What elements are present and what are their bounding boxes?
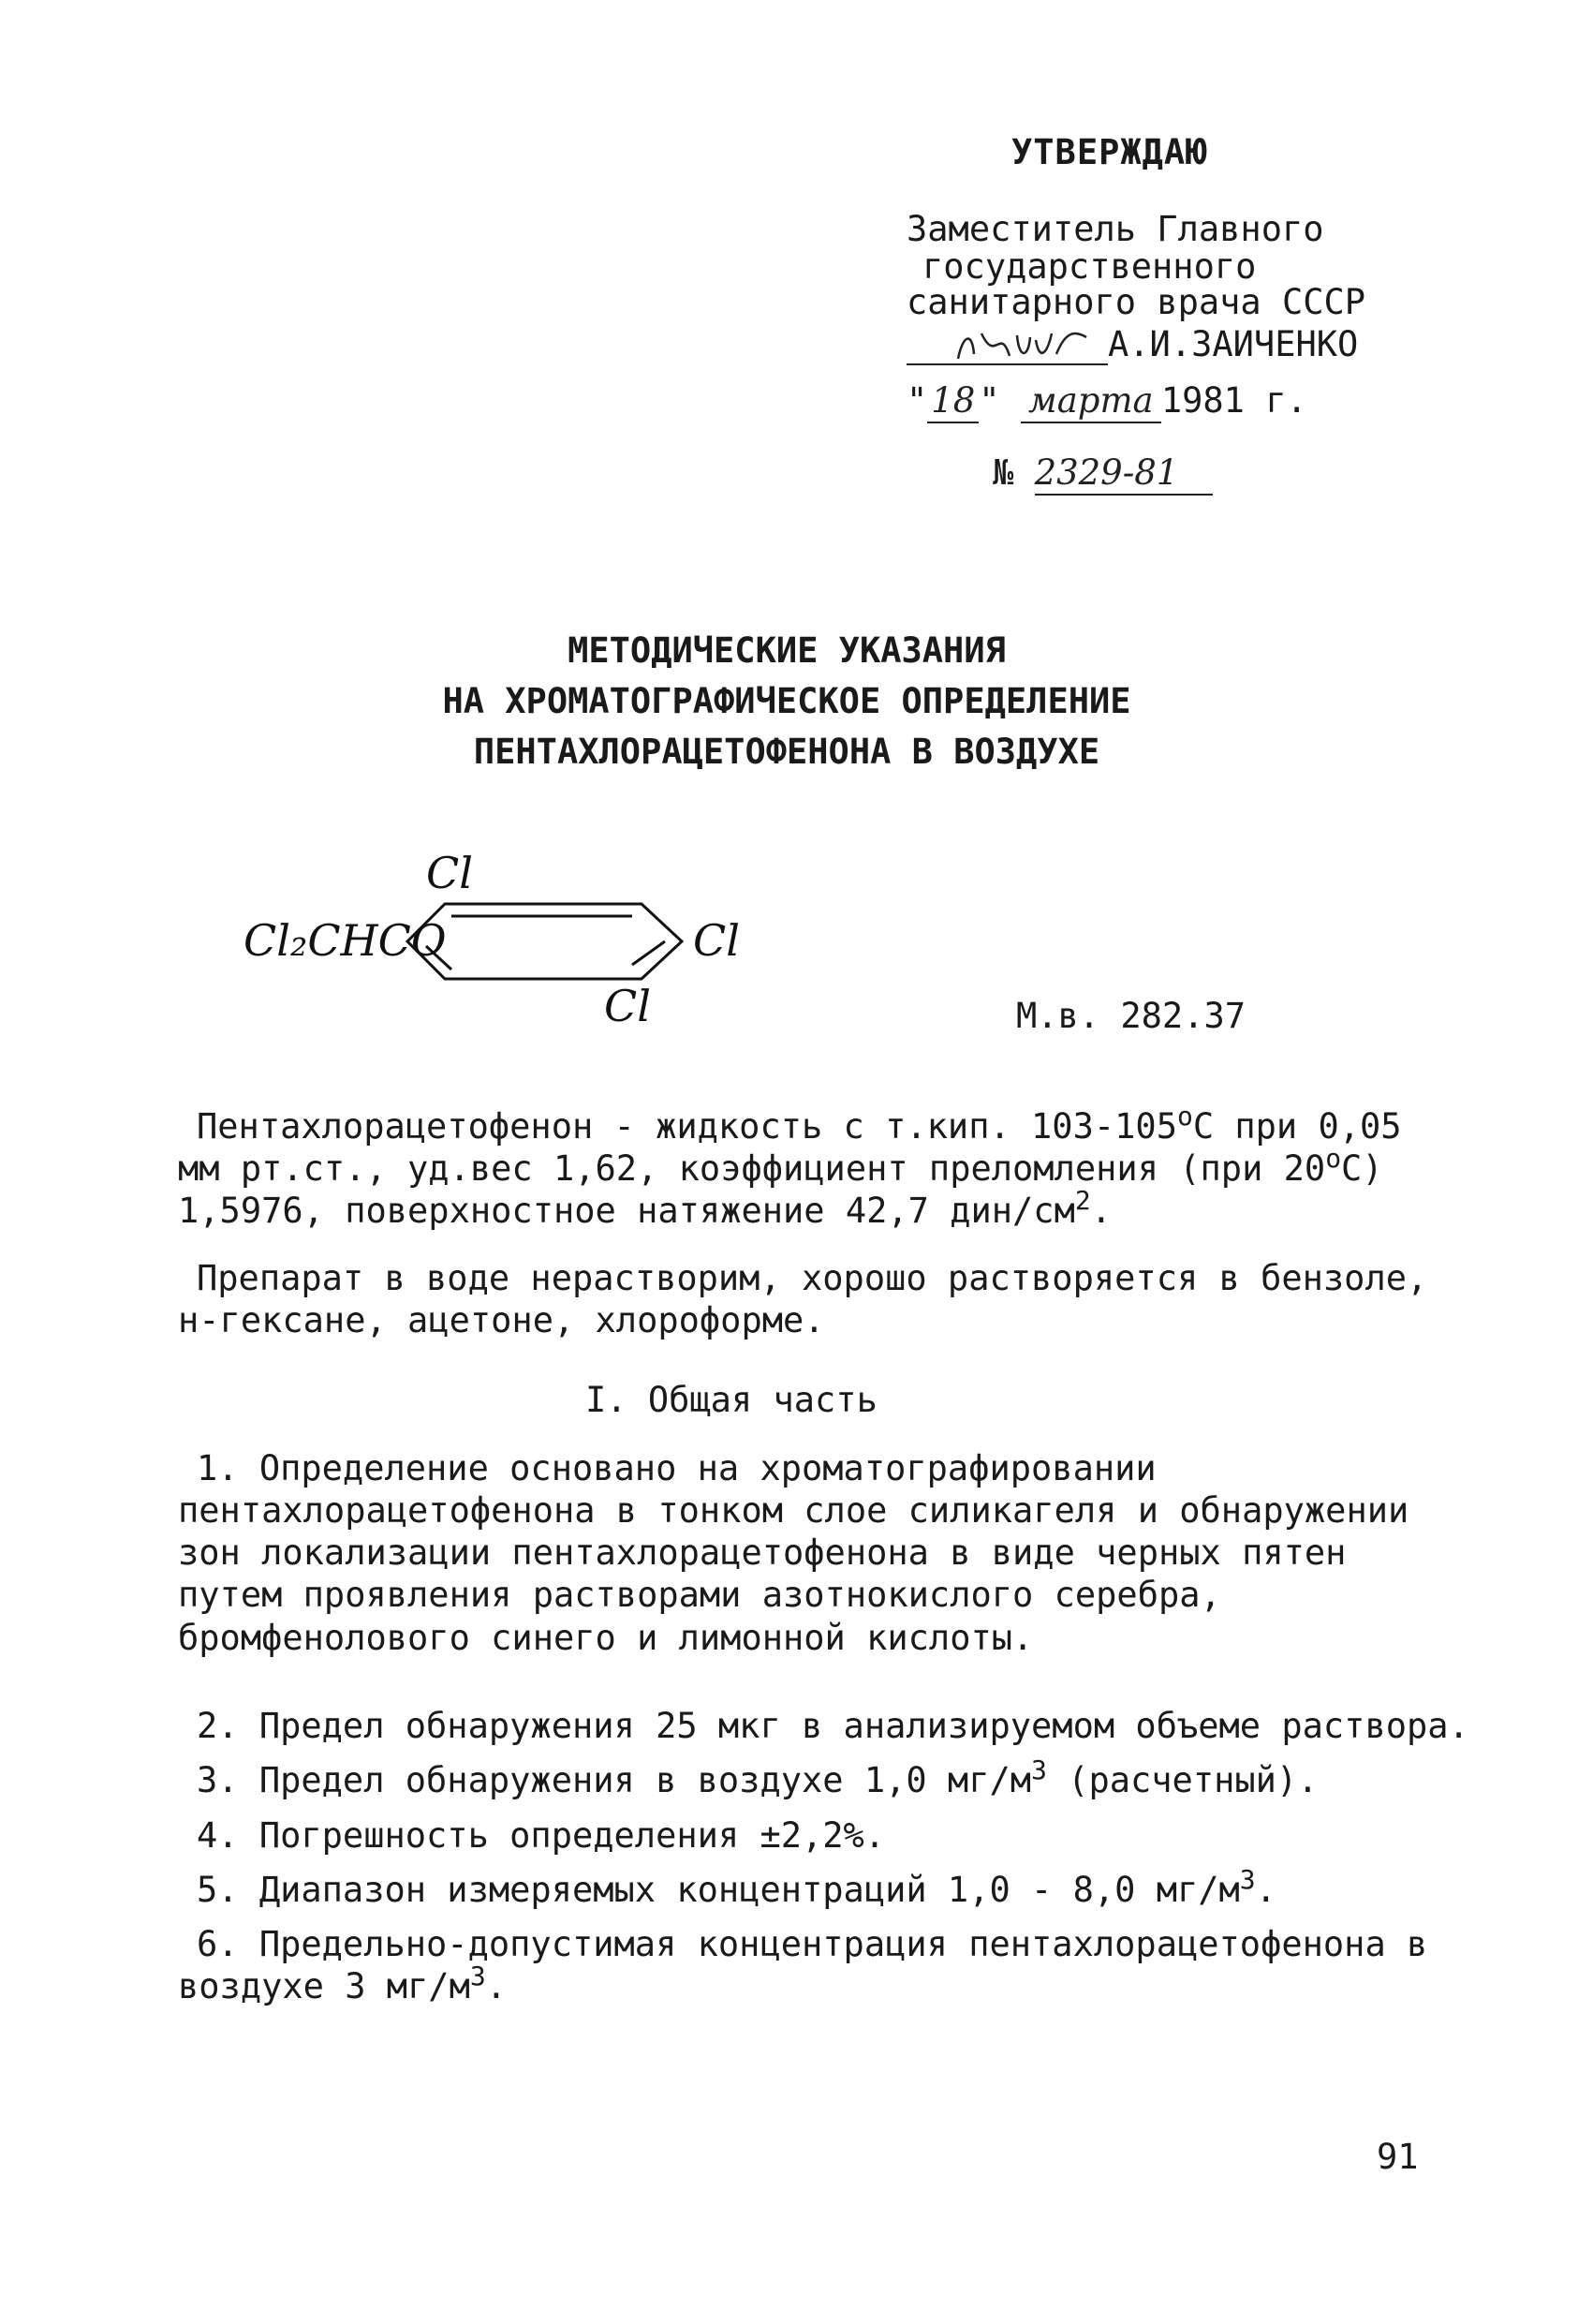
p1-degree-1: о — [1176, 1101, 1193, 1132]
date-close-quote: " — [979, 380, 1000, 421]
approval-number — [993, 451, 1213, 496]
list-item-6 — [178, 1923, 1442, 2007]
date-month: марта — [1021, 379, 1161, 423]
p1-text-c: С) 1,5976, поверхностное натяжение 42,7 дин/см — [178, 1148, 1383, 1232]
approval-position-line1: Заместитель Главного — [907, 209, 1324, 249]
p1-text-a: Пентахлорацетофенон - жидкость с т.кип. 103-105 — [197, 1106, 1177, 1147]
title-line1: МЕТОДИЧЕСКИЕ УКАЗАНИЯ — [568, 630, 1006, 671]
item5-text-a: 5. Диапазон измеряемых концентраций 1,0 - 8,0 мг/м — [197, 1870, 1240, 1910]
title-line3: ПЕНТАХЛОРАЦЕТОФЕНОНА В ВОЗДУХЕ — [473, 732, 1100, 772]
item3-text-a: 3. Предел обнаружения в воздухе 1,0 мг/м — [197, 1760, 1032, 1800]
p1-text-d: . — [1090, 1191, 1113, 1232]
approval-position-line2: государственного — [922, 246, 1257, 287]
formula-cl-top: Cl — [426, 848, 473, 898]
item6-text-a: 6. Предельно-допустимая концентрация пентахлорацетофенона в воздухе 3 мг/м — [178, 1924, 1428, 2007]
list-item-5 — [197, 1864, 1276, 1911]
formula-cl-bottom: Cl — [604, 981, 651, 1030]
paragraph-solubility: Препарат в воде нерастворим, хорошо растворяется в бензоле, н-гексане, ацетоне, хлороформе. — [178, 1258, 1428, 1341]
item6-superscript: 3 — [469, 1961, 486, 1992]
paragraph-properties — [178, 1101, 1442, 1232]
item5-text-b: . — [1255, 1870, 1276, 1910]
structural-formula — [234, 843, 815, 1030]
date-open-quote: " — [907, 380, 928, 421]
formula-substituent: Cl₂CHCO — [243, 915, 447, 966]
list-item-1: 1. Определение основано на хроматографировании пентахлорацетофенона в тонком слое силикагеля и обнаружении зон локализации пентахлорацетофенона в виде черных пятен путем проявления растворами азотнокислого серебра, бромфенолового синего и лимонной кислоты. — [178, 1448, 1409, 1658]
formula-cl-right: Cl — [693, 915, 740, 966]
title-line2: НА ХРОМАТОГРАФИЧЕСКОЕ ОПРЕДЕЛЕНИЕ — [442, 681, 1131, 721]
number-value: 2329-81 — [1035, 451, 1213, 496]
molecular-weight: М.в. 282.37 — [1016, 996, 1246, 1036]
list-item-4: 4. Погрешность определения ±2,2%. — [197, 1815, 886, 1856]
number-prefix: № — [993, 452, 1014, 493]
p1-text-b: С при 0,05 мм рт.ст., уд.вес 1,62, коэффициент преломления (при 20 — [178, 1106, 1402, 1190]
date-year: 1981 г. — [1160, 380, 1307, 421]
signature-scribble-icon — [907, 326, 1103, 363]
handwritten-signature — [907, 326, 1108, 365]
signatory-name: А.И.ЗАИЧЕНКО — [1108, 324, 1359, 364]
approval-title: УТВЕРЖДАЮ — [1011, 132, 1208, 172]
item5-superscript: 3 — [1239, 1864, 1256, 1895]
item3-text-b: (расчетный). — [1046, 1760, 1319, 1800]
page-number: 91 — [1377, 2137, 1419, 2177]
approval-date — [907, 379, 1307, 423]
item3-superscript: 3 — [1031, 1754, 1047, 1785]
approval-position-line3: санитарного врача СССР — [907, 282, 1366, 322]
signature-line — [907, 323, 1358, 365]
list-item-3 — [197, 1754, 1319, 1801]
list-item-2: 2. Предел обнаружения 25 мкг в анализируемом объеме раствора. — [197, 1706, 1469, 1746]
item6-text-b: . — [485, 1966, 508, 2007]
benzene-ring-icon — [407, 904, 682, 979]
date-day: 18 — [927, 379, 979, 423]
p1-degree-2: о — [1325, 1143, 1342, 1175]
section-heading: I. Общая часть — [585, 1380, 878, 1420]
p1-superscript-2: 2 — [1074, 1185, 1091, 1217]
